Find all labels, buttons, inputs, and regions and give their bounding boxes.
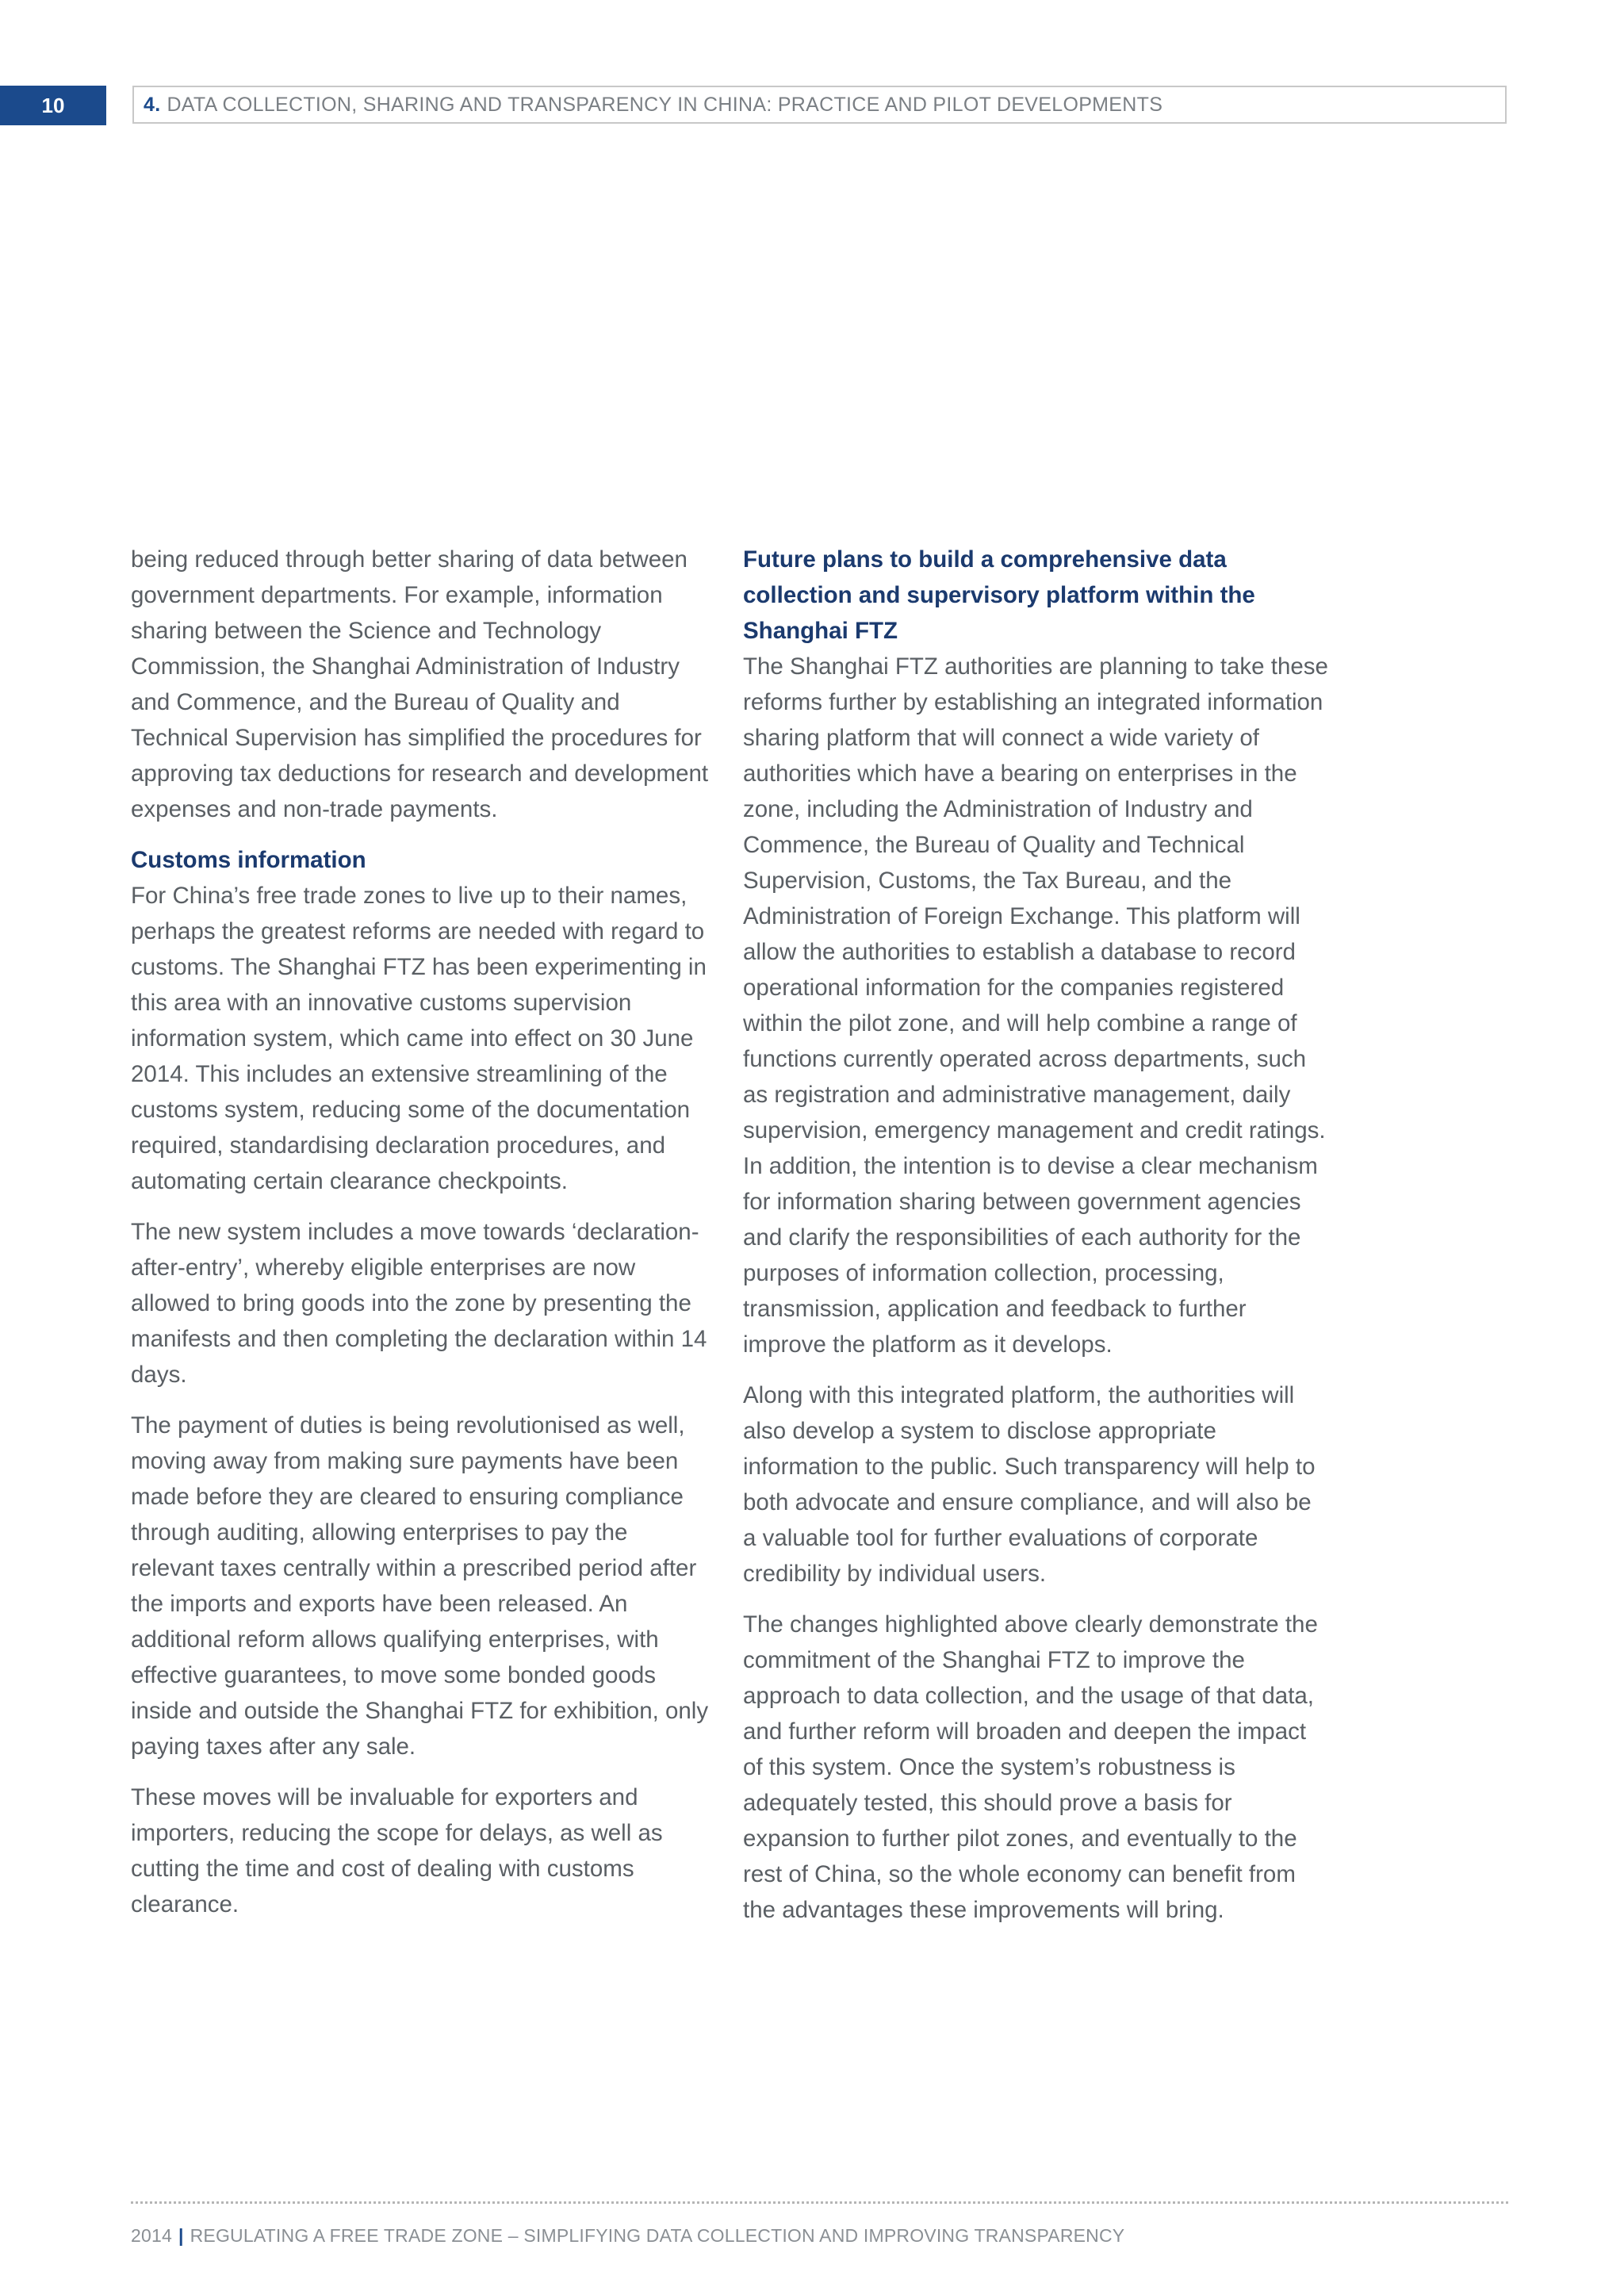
footer-divider <box>131 2201 1508 2204</box>
footer-separator: | <box>178 2225 184 2246</box>
page-header <box>0 86 1508 124</box>
chapter-number: 4. <box>144 93 161 116</box>
future-plans-paragraph-2: Along with this integrated platform, the authorities will also develop a system to disclose appropriate information to the public. Such transparency will help to both advocate and ensure compliance, and will also be a valuable tool for further evaluations of corporate credibility by individual users. <box>743 1382 1316 1587</box>
footer-publication-title: REGULATING A FREE TRADE ZONE – SIMPLIFYING DATA COLLECTION AND IMPROVING TRANSPARENCY <box>190 2225 1125 2246</box>
customs-paragraph-2: The new system includes a move towards ‘declaration-after-entry’, whereby eligible enterprises are now allowed to bring goods into the zone by presenting the manifests and then completing the declaration within 14 days. <box>131 1219 707 1388</box>
page-number: 10 <box>0 86 106 125</box>
chapter-header <box>132 86 1507 124</box>
page-footer <box>131 2225 1124 2247</box>
future-plans-paragraph-3: The changes highlighted above clearly demonstrate the commitment of the Shanghai FTZ to improve the approach to data collection, and the usage of that data, and further reform will broaden and deepen the impact of this system. Once the system’s robustness is adequately tested, this should prove a basis for expansion to further pilot zones, and eventually to the rest of China, so the whole economy can benefit from the advantages these improvements will bring. <box>743 1611 1318 1923</box>
future-plans-paragraph-1: The Shanghai FTZ authorities are planning to take these reforms further by establishing an integrated information sharing platform that will connect a wide variety of authorities which have a bearing on enterprises in the zone, including the Administration of Industry and Commence, the Bureau of Quality and Technical Supervision, Customs, the Tax Bureau, and the Administration of Foreign Exchange. This platform will allow the authorities to establish a database to record operational information for the companies registered within the pilot zone, and will help combine a range of functions currently operated across departments, such as registration and administrative management, daily supervision, emergency management and credit ratings. In addition, the intention is to devise a clear mechanism for information sharing between government agencies and clarify the responsibilities of each authority for the purposes of information collection, processing, transmission, application and feedback to further improve the platform as it develops. <box>743 653 1328 1358</box>
footer-year: 2014 <box>131 2225 172 2246</box>
future-plans-heading: Future plans to build a comprehensive data collection and supervisory platform within the Shanghai FTZ <box>743 546 1255 644</box>
left-column <box>131 542 710 1937</box>
customs-heading: Customs information <box>131 847 366 873</box>
right-column <box>743 542 1330 1943</box>
customs-paragraph-3: The payment of duties is being revolutionised as well, moving away from making sure payments have been made before they are cleared to ensuring compliance through auditing, allowing enterprises to pay the relevant taxes centrally within a prescribed period after the imports and exports have been released. An additional reform allows qualifying enterprises, with effective guarantees, to move some bonded goods inside and outside the Shanghai FTZ for exhibition, only paying taxes after any sale. <box>131 1412 709 1760</box>
customs-paragraph-1: For China’s free trade zones to live up to their names, perhaps the greatest reforms are needed with regard to customs. The Shanghai FTZ has been experimenting in this area with an innovative customs supervision information system, which came into effect on 30 June 2014. This includes an extensive streamlining of the customs system, reducing some of the documentation required, standardising declaration procedures, and automating certain clearance checkpoints. <box>131 883 707 1194</box>
chapter-title: DATA COLLECTION, SHARING AND TRANSPARENCY IN CHINA: PRACTICE AND PILOT DEVELOPMENTS <box>167 93 1163 116</box>
customs-paragraph-4: These moves will be invaluable for exporters and importers, reducing the scope for delays, as well as cutting the time and cost of dealing with customs clearance. <box>131 1784 663 1917</box>
intro-paragraph: being reduced through better sharing of data between government departments. For example, information sharing between the Science and Technology Commission, the Shanghai Administration of Industry and Commence, and the Bureau of Quality and Technical Supervision has simplified the procedures for approving tax deductions for research and development expenses and non-trade payments. <box>131 546 709 822</box>
